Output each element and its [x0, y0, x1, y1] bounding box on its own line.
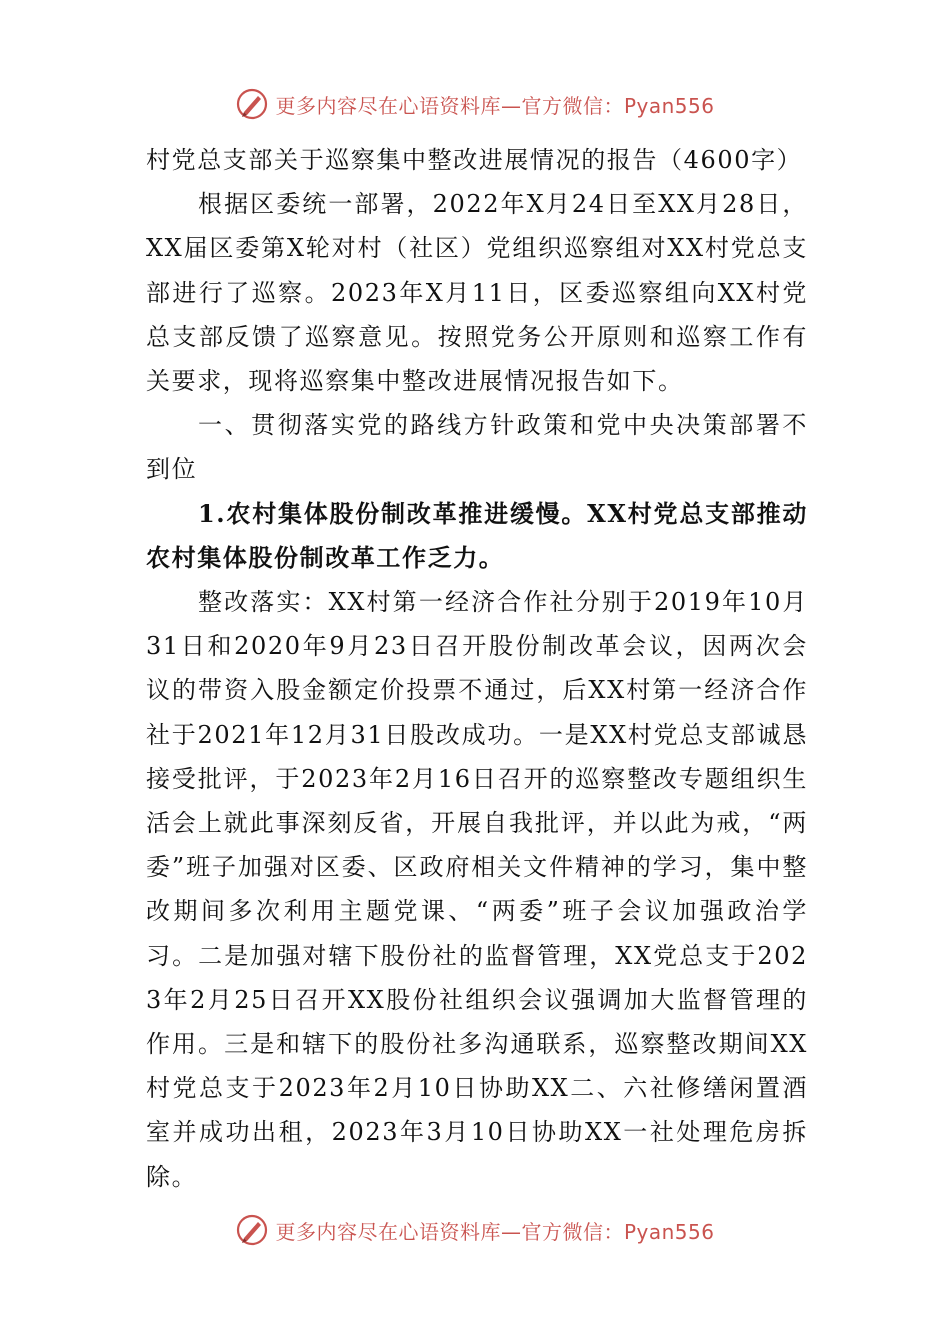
item-heading: 1.农村集体股份制改革推进缓慢。XX村党总支部推动农村集体股份制改革工作乏力。	[146, 498, 808, 572]
item-body-paragraph: 整改落实：XX村第一经济合作社分别于2019年10月31日和2020年9月23日召开股份制改革会议，因两次会议的带资入股金额定价投票不通过，后XX村第一经济合作社于2021年12月31日股改成功。一是XX村党总支部诚恳接受批评，于2023年2月16日召开的巡察整改专题组织生活会上就此事深刻反省，开展自我批评，并以此为戒，“两委”班子加强对区委、区政府相关文件精神的学习，集中整改期间多次利用主题党课、“两委”班子会议加强政治学习。二是加强对辖下股份社的监督管理，XX党总支于2023年2月25日召开XX股份社组织会议强调加大监督管理的作用。三是和辖下的股份社多沟通联系，巡察整改期间XX村党总支于2023年2月10日协助XX二、六社修缮闲置酒室并成功出租，2023年3月10日协助XX一社处理危房拆除。	[146, 588, 808, 1191]
section-heading: 一、贯彻落实党的路线方针政策和党中央决策部署不到位	[146, 411, 808, 484]
pen-logo-icon	[235, 1213, 269, 1247]
watermark-text: 更多内容尽在心语资料库—官方微信：Pyan556	[275, 93, 715, 118]
intro-paragraph: 根据区委统一部署，2022年X月24日至XX月28日，XX届区委第X轮对村（社区）党组织巡察组对XX村党总支部进行了巡察。2023年X月11日，区委巡察组向XX村党总支部反馈了巡察意见。按照党务公开原则和巡察工作有关要求，现将巡察集中整改进展情况报告如下。	[146, 190, 808, 396]
header-watermark	[0, 84, 950, 124]
document-body	[146, 138, 808, 1199]
footer-watermark	[0, 1210, 950, 1250]
pen-logo-icon	[235, 87, 269, 121]
document-title: 村党总支部关于巡察集中整改进展情况的报告（4600字）	[146, 146, 803, 174]
watermark-text: 更多内容尽在心语资料库—官方微信：Pyan556	[275, 1219, 715, 1244]
